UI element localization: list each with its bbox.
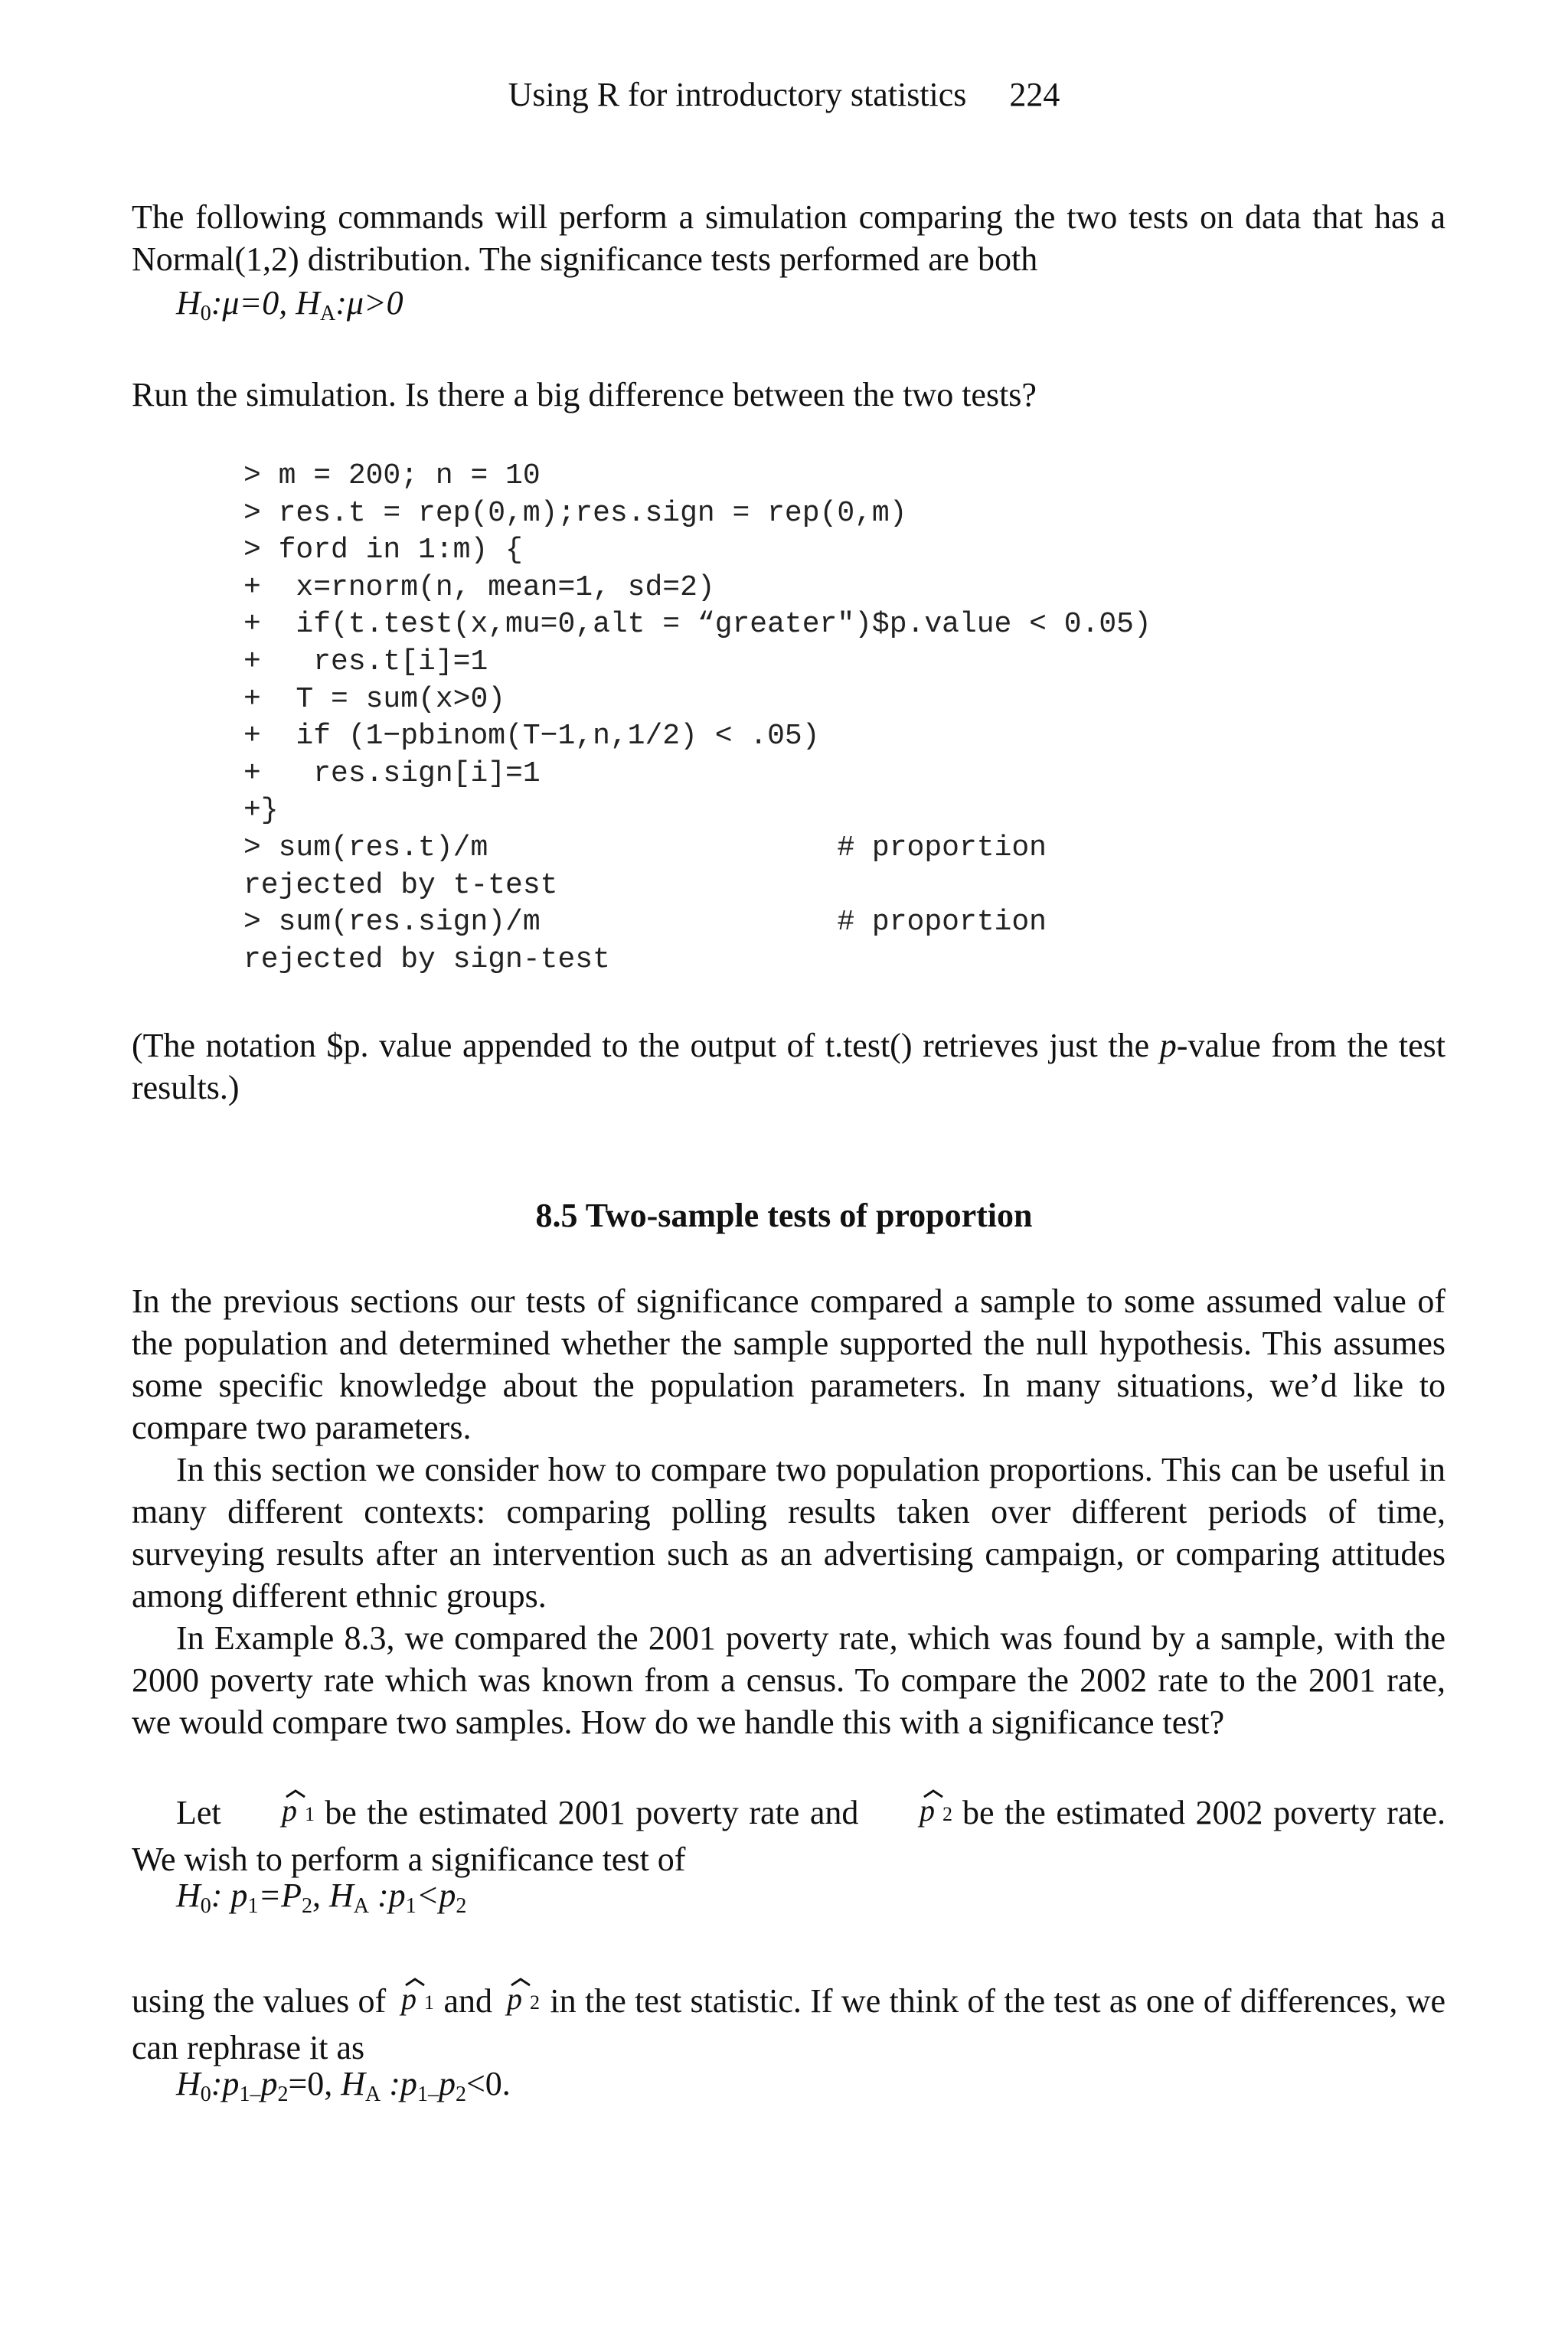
hypothesis-mu <box>176 282 403 324</box>
ha-subscript: A <box>365 2082 381 2106</box>
p1-subscript: 1 <box>405 1894 416 1918</box>
svg-text:p: p <box>282 1793 298 1828</box>
running-header <box>0 74 1568 116</box>
h0-subscript: 0 <box>200 1894 211 1918</box>
note-text-before: (The notation $p. value appended to the output of t.test() retrieves just the <box>132 1027 1160 1064</box>
paragraph-simulation-intro: The following commands will perform a simulation comparing the two tests on data that has a Normal(1,2) distribution. The significance tests performed are both <box>132 198 1446 278</box>
ha-symbol: H <box>296 284 320 322</box>
paragraph-previous-sections: In the previous sections our tests of significance compared a sample to some assumed value of the population and determined whether the sample supported the null hypothesis. This assumes some specific knowledge about the population parameters. In many situations, we’d like to compare two parameters. <box>132 1282 1446 1446</box>
code-line: + res.sign[i]=1 <box>243 756 541 790</box>
hypothesis-proportions <box>176 1874 466 1916</box>
ha-statement: :μ>0 <box>335 284 403 322</box>
p1-subscript: 1 <box>247 1894 259 1918</box>
h0-equals-p2: =P <box>258 1877 302 1914</box>
section-heading: 8.5 Two-sample tests of proportion <box>535 1197 1033 1234</box>
h0-statement: :μ=0, <box>211 284 296 322</box>
code-line: + x=rnorm(n, mean=1, sd=2) <box>243 570 715 604</box>
paragraph-let-estimates <box>132 1788 1446 1880</box>
code-line: rejected by sign-test <box>243 942 610 976</box>
svg-text:2: 2 <box>942 1803 952 1825</box>
paragraph-using-values <box>132 1977 1446 2069</box>
code-line: > sum(res.t)/m # proportion <box>243 831 1047 864</box>
h0-subscript: 0 <box>200 2082 211 2106</box>
paragraph-notation-note <box>132 1024 1446 1109</box>
code-line: > m = 200; n = 10 <box>243 459 541 492</box>
code-line: rejected by t-test <box>243 868 558 902</box>
p2-subscript: 2 <box>456 1894 467 1918</box>
paragraph-run-simulation: Run the simulation. Is there a big difference between the two tests? <box>132 376 1037 413</box>
using-text: using the values of <box>132 1982 395 2020</box>
code-line: +} <box>243 794 279 828</box>
note-italic-p: p <box>1159 1027 1177 1064</box>
ha-subscript: A <box>353 1894 370 1918</box>
paragraph-example-8-3: In Example 8.3, we compared the 2001 poverty rate, which was found by a sample, with the 2000 poverty rate which was known from a census. To compare the 2002 rate to the 2001 rate, we would compare two samples. How do we handle this with a significance test? <box>132 1619 1446 1741</box>
h0-p1: : p <box>211 1877 248 1914</box>
h0-symbol: H <box>176 2065 201 2102</box>
paragraph-compare-proportions: In this section we consider how to compare two population proportions. This can be useful in many different contexts: comparing polling results taken over different periods of time, surveying results after an intervention such as an advertising campaign, or comparing attitudes among different ethnic groups. <box>132 1451 1446 1615</box>
code-line: + if (1−pbinom(T−1,n,1/2) < .05) <box>243 720 820 753</box>
svg-text:1: 1 <box>423 1991 434 2014</box>
code-line: + if(t.test(x,mu=0,alt = “greater")$p.value < 0.05) <box>243 608 1152 642</box>
svg-text:p: p <box>919 1793 935 1828</box>
p2-subscript: 2 <box>302 1894 313 1918</box>
p-hat-2-symbol <box>504 1977 545 2027</box>
p2-subscript: 2 <box>277 2082 289 2106</box>
svg-text:p: p <box>507 1981 523 2016</box>
ha-less-zero: <0. <box>466 2065 511 2102</box>
p-hat-1-symbol <box>234 1788 320 1838</box>
h0-p2: p <box>260 2065 278 2102</box>
h0-subscript: 0 <box>200 302 211 325</box>
estimate-2001-text: be the estimated 2001 poverty rate and <box>325 1794 869 1831</box>
p2-subscript: 2 <box>455 2082 466 2106</box>
code-line: + res.t[i]=1 <box>243 645 488 678</box>
let-text: Let <box>176 1794 232 1831</box>
code-block <box>243 458 1152 978</box>
p-hat-1-symbol <box>398 1977 439 2027</box>
svg-text:p: p <box>400 1981 416 2016</box>
p-hat-2-symbol <box>872 1788 958 1838</box>
p1-subscript: 1– <box>416 2082 439 2106</box>
ha-p1: :p <box>381 2065 417 2102</box>
svg-text:2: 2 <box>530 1991 541 2014</box>
code-line: > res.t = rep(0,m);res.sign = rep(0,m) <box>243 496 907 530</box>
hypothesis-differences <box>176 2063 511 2105</box>
h0-p1: :p <box>211 2065 240 2102</box>
page-number: 224 <box>1009 76 1060 113</box>
ha-subscript: A <box>320 302 336 325</box>
h0-symbol: H <box>176 284 201 322</box>
estimate-2002-text: be the estimated 2002 poverty rate. We wish to perform a significance test of <box>132 1794 1446 1878</box>
ha-less-p2: <p <box>416 1877 456 1914</box>
ha-p2: p <box>438 2065 456 2102</box>
ha-symbol: H <box>329 1877 354 1914</box>
h0-equals-zero: =0, <box>288 2065 341 2102</box>
h0-symbol: H <box>176 1877 201 1914</box>
code-line: > ford in 1:m) { <box>243 534 523 567</box>
code-line: + T = sum(x>0) <box>243 682 506 716</box>
ha-symbol: H <box>341 2065 366 2102</box>
separator: , <box>312 1877 330 1914</box>
and-text: and <box>443 1982 501 2020</box>
note-text-after: -value from the test results.) <box>132 1027 1446 1106</box>
p1-subscript: 1– <box>239 2082 261 2106</box>
rephrase-text: in the test statistic. If we think of the test as one of differences, we can rephrase it as <box>132 1982 1446 2066</box>
header-title: Using R for introductory statistics <box>508 76 967 113</box>
ha-p1: :p <box>369 1877 406 1914</box>
code-line: > sum(res.sign)/m # proportion <box>243 906 1047 939</box>
svg-text:1: 1 <box>305 1803 315 1825</box>
